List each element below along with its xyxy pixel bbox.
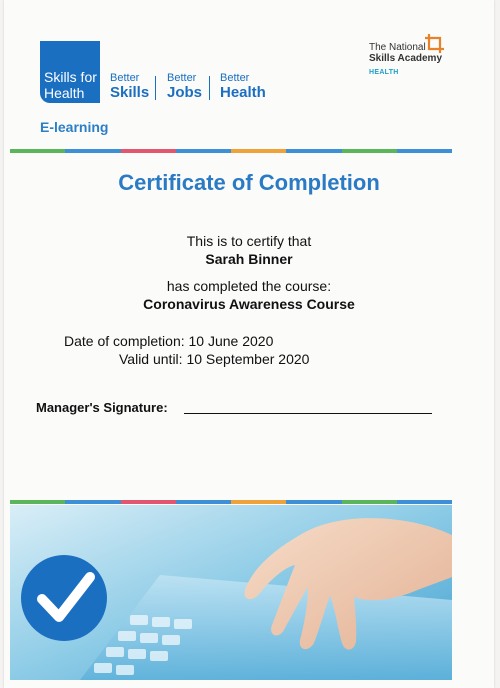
better-skills-big: Skills xyxy=(110,84,150,101)
completed-text: has completed the course: xyxy=(166,278,332,294)
logo-text-line1: Skills for xyxy=(44,69,97,85)
completion-date: Date of completion: 10 June 2020 xyxy=(64,333,274,349)
certificate-page xyxy=(4,0,494,688)
color-stripe-bottom xyxy=(10,500,452,504)
better-jobs-big: Jobs xyxy=(167,84,203,101)
skills-for-health-logo xyxy=(40,41,100,103)
elearning-label: E-learning xyxy=(40,119,109,135)
crop-frame-icon xyxy=(424,32,446,56)
intro-text: This is to certify that xyxy=(186,233,312,249)
signature-label: Manager's Signature: xyxy=(36,400,168,415)
better-skills xyxy=(110,72,149,101)
better-jobs xyxy=(167,72,202,101)
nsa-line2: Skills Academy xyxy=(369,53,443,64)
certificate-title: Certificate of Completion xyxy=(118,170,380,195)
keyboard-hand-photo xyxy=(10,505,452,680)
valid-until-date: Valid until: 10 September 2020 xyxy=(119,351,310,367)
better-jobs-small: Better xyxy=(167,72,197,84)
signature-line xyxy=(184,413,432,414)
divider xyxy=(209,76,210,100)
better-health-big: Health xyxy=(220,84,266,101)
logo-text-line2: Health xyxy=(44,85,85,101)
better-skills-small: Better xyxy=(110,72,140,84)
better-health xyxy=(220,72,266,101)
recipient-name: Sarah Binner xyxy=(205,251,293,267)
course-name: Coronavirus Awareness Course xyxy=(143,296,355,312)
nsa-line3: HEALTH xyxy=(369,69,399,76)
nsa-line1: The National xyxy=(369,42,426,53)
divider xyxy=(155,76,156,100)
better-health-small: Better xyxy=(220,72,250,84)
color-stripe-top xyxy=(10,149,452,153)
